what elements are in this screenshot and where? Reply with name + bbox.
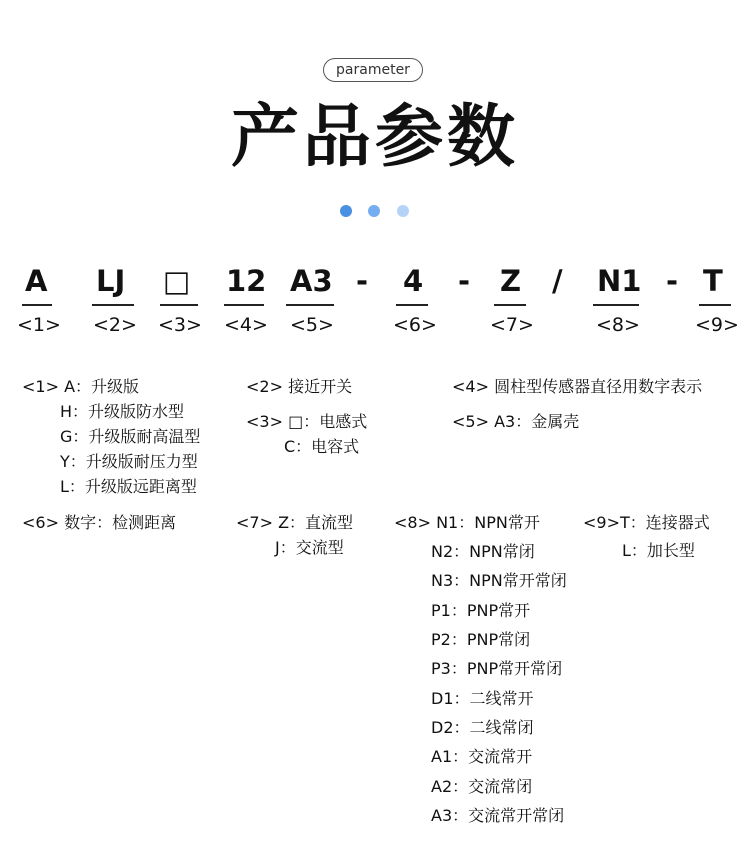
spec-8-item: P2：PNP常闭 bbox=[431, 630, 531, 649]
spec-7-item: J：交流型 bbox=[275, 538, 344, 557]
code-segment-type: LJ bbox=[96, 264, 126, 298]
code-index: <1> bbox=[17, 314, 61, 336]
code-segment-distance: 4 bbox=[403, 264, 424, 298]
code-separator: - bbox=[666, 264, 679, 298]
code-underline bbox=[22, 304, 52, 306]
spec-7-label: <7> Z：直流型 bbox=[236, 513, 354, 532]
spec-8-label: <8> N1：NPN常开 bbox=[394, 513, 540, 532]
code-index: <3> bbox=[158, 314, 202, 336]
code-segment-detect: □ bbox=[163, 264, 191, 298]
spec-3-item: C：电容式 bbox=[284, 437, 360, 456]
code-underline bbox=[494, 304, 526, 306]
code-underline bbox=[396, 304, 428, 306]
code-segment-diameter: 12 bbox=[226, 264, 267, 298]
code-index: <7> bbox=[490, 314, 534, 336]
spec-8-item: D2：二线常闭 bbox=[431, 718, 534, 737]
spec-6-label: <6> 数字：检测距离 bbox=[22, 513, 177, 532]
code-index: <5> bbox=[290, 314, 334, 336]
spec-1-item: H：升级版防水型 bbox=[60, 402, 185, 421]
spec-1-item: L：升级版远距离型 bbox=[60, 477, 197, 496]
spec-5-label: <5> A3：金属壳 bbox=[452, 412, 580, 431]
code-underline bbox=[286, 304, 334, 306]
spec-8-item: A3：交流常开常闭 bbox=[431, 806, 565, 825]
code-underline bbox=[160, 304, 198, 306]
spec-8-item: A2：交流常闭 bbox=[431, 777, 533, 796]
parameter-pill: parameter bbox=[323, 58, 423, 82]
spec-8-item: N2：NPN常闭 bbox=[431, 542, 535, 561]
code-separator: - bbox=[356, 264, 369, 298]
code-underline bbox=[224, 304, 264, 306]
spec-9-item: L：加长型 bbox=[622, 541, 695, 560]
code-underline bbox=[92, 304, 134, 306]
spec-2-label: <2> 接近开关 bbox=[246, 377, 353, 396]
spec-8-item: P1：PNP常开 bbox=[431, 601, 531, 620]
code-underline bbox=[593, 304, 639, 306]
spec-1-label: <1> A：升级版 bbox=[22, 377, 140, 396]
code-index: <9> bbox=[695, 314, 739, 336]
spec-8-item: A1：交流常开 bbox=[431, 747, 533, 766]
code-segment-power: Z bbox=[500, 264, 522, 298]
spec-1-item: G：升级版耐高温型 bbox=[60, 427, 201, 446]
spec-8-item: N3：NPN常开常闭 bbox=[431, 571, 567, 590]
pagination-dot bbox=[368, 205, 380, 217]
code-index: <6> bbox=[393, 314, 437, 336]
code-separator: - bbox=[458, 264, 471, 298]
spec-1-item: Y：升级版耐压力型 bbox=[60, 452, 198, 471]
code-segment-connect: T bbox=[703, 264, 723, 298]
spec-9-label: <9>T：连接器式 bbox=[583, 513, 710, 532]
pagination-dot bbox=[397, 205, 409, 217]
spec-8-item: D1：二线常开 bbox=[431, 689, 534, 708]
code-segment-output: N1 bbox=[597, 264, 642, 298]
spec-8-item: P3：PNP常开常闭 bbox=[431, 659, 563, 678]
code-index: <4> bbox=[224, 314, 268, 336]
code-separator: / bbox=[552, 264, 563, 298]
code-segment-series: A bbox=[25, 264, 48, 298]
code-underline bbox=[699, 304, 731, 306]
code-index: <2> bbox=[93, 314, 137, 336]
spec-3-label: <3> □：电感式 bbox=[246, 412, 368, 431]
code-index: <8> bbox=[596, 314, 640, 336]
code-segment-shell: A3 bbox=[290, 264, 333, 298]
pagination-dot bbox=[340, 205, 352, 217]
spec-4-label: <4> 圆柱型传感器直径用数字表示 bbox=[452, 377, 703, 396]
page-title: 产品参数 bbox=[230, 98, 519, 177]
